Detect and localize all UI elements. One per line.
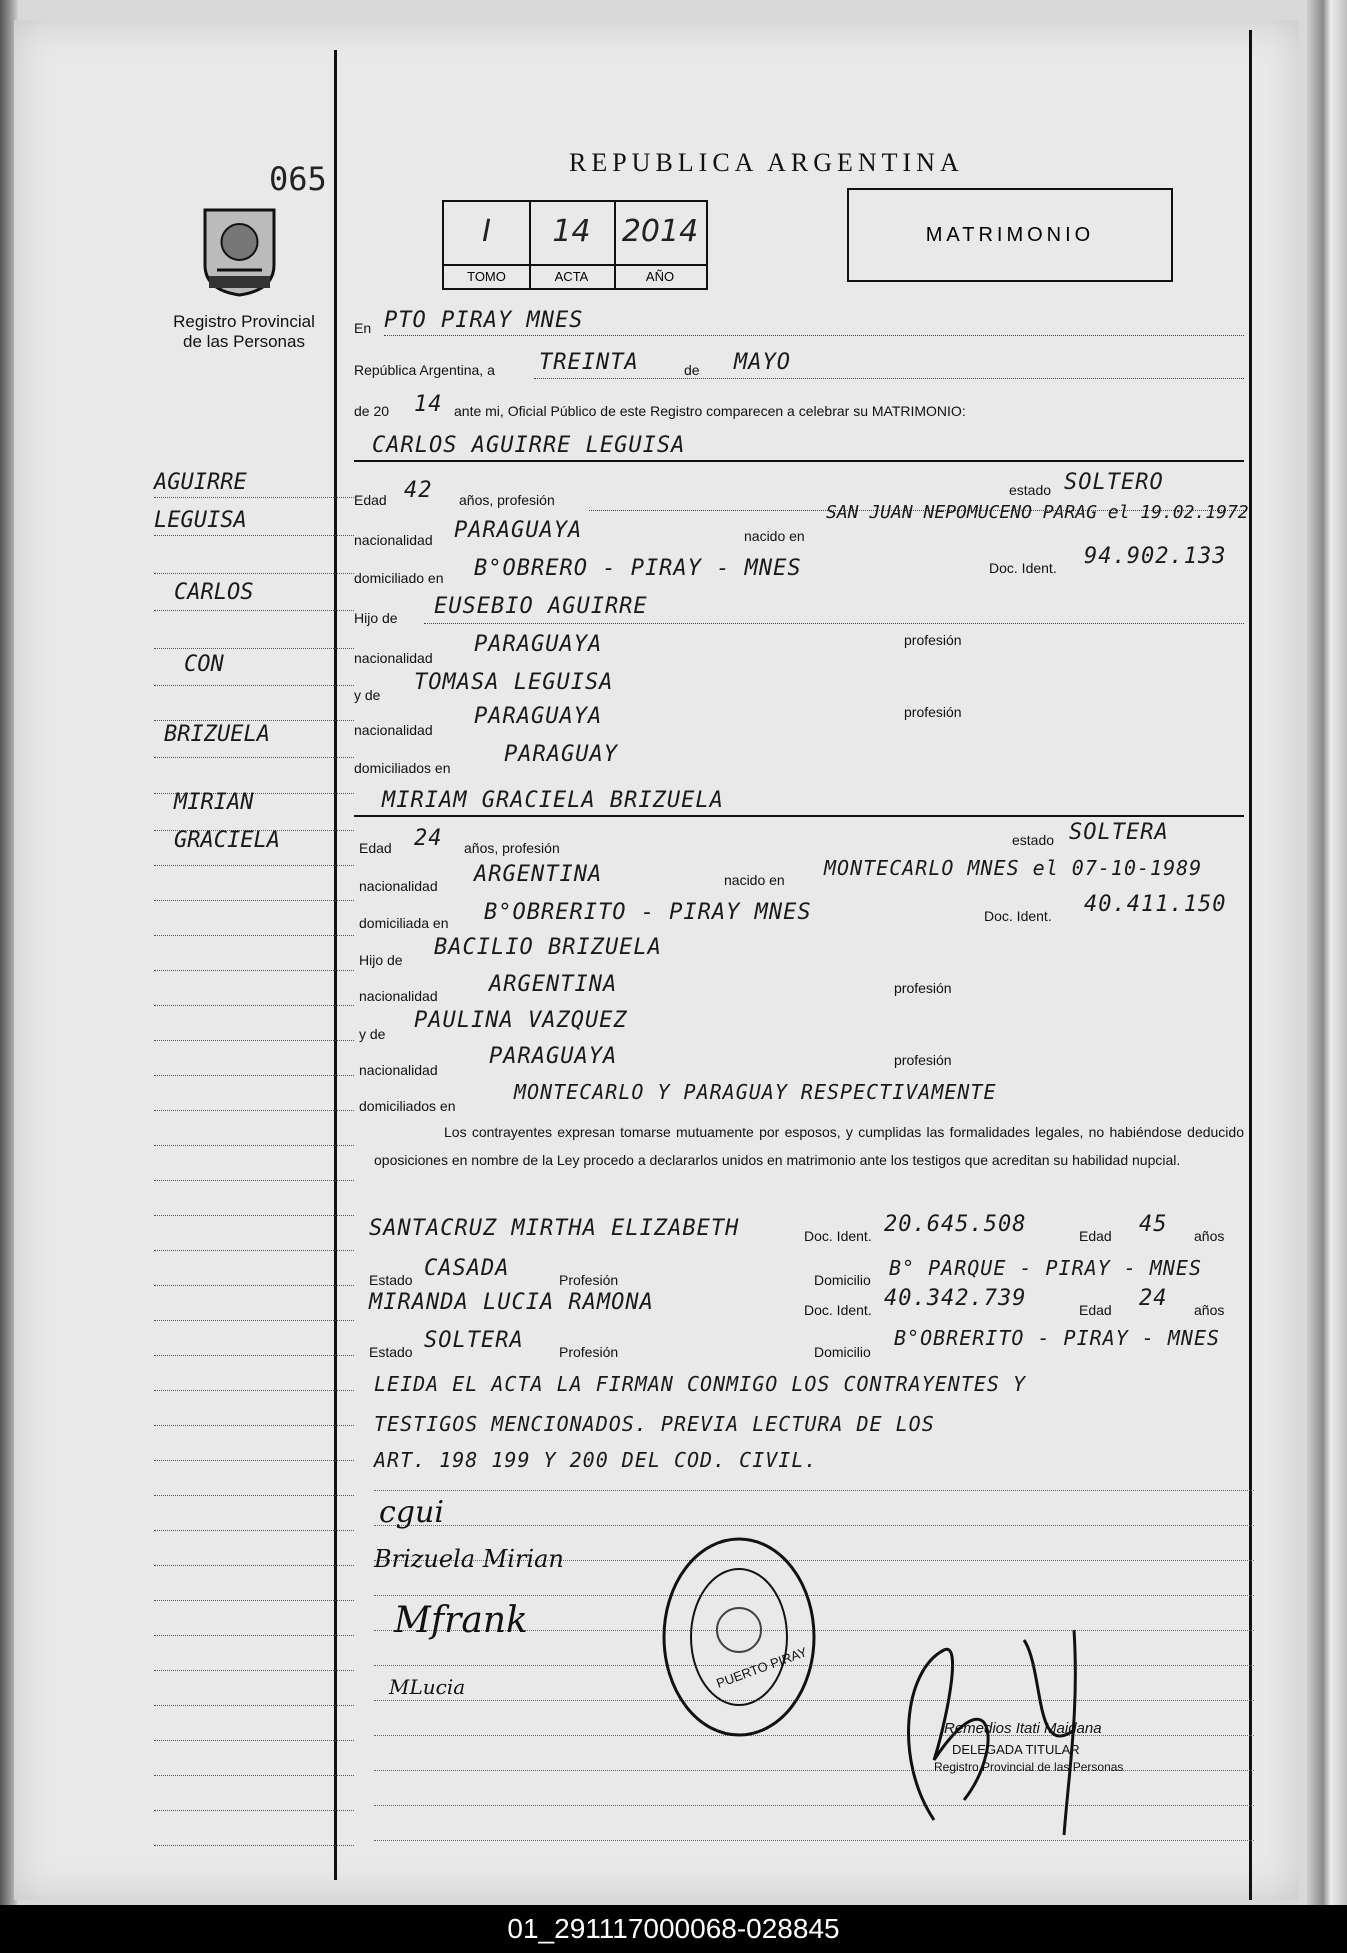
margin-note-4: CON bbox=[184, 652, 224, 677]
witness1-prof-label: Profesión bbox=[559, 1272, 619, 1288]
groom-parents-dom-label: domiciliados en bbox=[354, 760, 451, 776]
groom-parents-address: PARAGUAY bbox=[504, 742, 618, 767]
groom-mother-nat-label: nacionalidad bbox=[354, 722, 433, 738]
right-border bbox=[1249, 30, 1252, 1900]
witness2-prof-label: Profesión bbox=[559, 1344, 619, 1360]
bride-father-prof-label: profesión bbox=[894, 980, 952, 996]
groom-doc-label: Doc. Ident. bbox=[989, 560, 1057, 576]
bride-age: 24 bbox=[414, 826, 443, 851]
groom-estado: SOLTERO bbox=[1064, 470, 1164, 495]
signature-bride: Brizuela Mirian bbox=[374, 1545, 564, 1573]
ano-label: AÑO bbox=[614, 264, 706, 288]
ante-text: ante mi, Oficial Público de este Registro comparecen a celebrar su MATRIMONIO: bbox=[454, 403, 966, 419]
groom-mother: TOMASA LEGUISA bbox=[414, 670, 614, 695]
witness2-doc: 40.342.739 bbox=[884, 1286, 1027, 1311]
registry-name-line2: de las Personas bbox=[183, 332, 305, 351]
bride-parents-dom-label: domiciliados en bbox=[359, 1098, 456, 1114]
bride-nat-label: nacionalidad bbox=[359, 878, 438, 894]
bride-father: BACILIO BRIZUELA bbox=[434, 935, 662, 960]
groom-mother-nat: PARAGUAYA bbox=[474, 704, 603, 729]
day-value: TREINTA bbox=[539, 350, 639, 375]
closing-line3: ART. 198 199 Y 200 DEL COD. CIVIL. bbox=[374, 1448, 818, 1472]
certificate-sheet bbox=[14, 20, 1299, 1900]
closing-line1: LEIDA EL ACTA LA FIRMAN CONMIGO LOS CONTRAYENTES Y bbox=[374, 1372, 1027, 1396]
witness2-doc-label: Doc. Ident. bbox=[804, 1302, 872, 1318]
en-label: En bbox=[354, 320, 372, 336]
official-name: Remedios Itati Maidana bbox=[944, 1720, 1102, 1737]
bride-mother-nat: PARAGUAYA bbox=[489, 1044, 618, 1069]
signature-witness2: MLucia bbox=[389, 1675, 466, 1699]
acta-cell bbox=[529, 202, 616, 288]
page-title: REPUBLICA ARGENTINA bbox=[569, 148, 964, 177]
witness2-domicilio: B°OBRERITO - PIRAY - MNES bbox=[894, 1326, 1221, 1350]
bride-name: MIRIAM GRACIELA BRIZUELA bbox=[382, 788, 724, 813]
stamp-city: PUERTO PIRAY bbox=[714, 1644, 810, 1691]
margin-note-1: AGUIRRE bbox=[154, 470, 247, 495]
witness1-edad-label: Edad bbox=[1079, 1228, 1112, 1244]
groom-father-nat: PARAGUAYA bbox=[474, 632, 603, 657]
bride-hijo-label: Hijo de bbox=[359, 952, 403, 968]
page-number: 065 bbox=[269, 160, 327, 198]
tomo-acta-ano-box bbox=[442, 200, 708, 290]
acta-label: ACTA bbox=[529, 264, 614, 288]
witness2-dom-label: Domicilio bbox=[814, 1344, 871, 1360]
bride-nacido-label: nacido en bbox=[724, 872, 785, 888]
year-suffix-value: 14 bbox=[414, 392, 443, 417]
witness1-doc-label: Doc. Ident. bbox=[804, 1228, 872, 1244]
bride-doc: 40.411.150 bbox=[1084, 892, 1227, 917]
signature-witness1: Mfrank bbox=[394, 1600, 528, 1641]
bride-parents-address: MONTECARLO Y PARAGUAY RESPECTIVAMENTE bbox=[514, 1080, 997, 1104]
margin-note-5: BRIZUELA bbox=[164, 722, 270, 747]
acta-value: 14 bbox=[552, 214, 591, 249]
witness2-anos-label: años bbox=[1194, 1302, 1225, 1318]
misiones-seal-icon bbox=[197, 200, 282, 300]
de-label: de bbox=[684, 362, 700, 378]
bride-profesion-label: años, profesión bbox=[464, 840, 560, 856]
groom-father-prof-label: profesión bbox=[904, 632, 962, 648]
groom-yde-label: y de bbox=[354, 687, 381, 703]
certificate-type: MATRIMONIO bbox=[847, 188, 1173, 282]
declaration-text: Los contrayentes expresan tomarse mutuamente por esposos, y cumplidas las formalidades legales, no habiéndose deducido oposiciones en nombre de la Ley procedo a declararlos unidos en matrimonio ante los testigos que acreditan su habilidad nupcial. bbox=[374, 1124, 1244, 1168]
official-org: Registro Provincial de las Personas bbox=[934, 1760, 1124, 1774]
margin-note-7: GRACIELA bbox=[174, 828, 280, 853]
margin-note-2: LEGUISA bbox=[154, 508, 247, 533]
witness1-estado: CASADA bbox=[424, 1256, 510, 1281]
bride-father-nat: ARGENTINA bbox=[489, 972, 618, 997]
official-title: DELEGADA TITULAR bbox=[952, 1742, 1080, 1757]
groom-name: CARLOS AGUIRRE LEGUISA bbox=[372, 433, 686, 458]
bride-mother-prof-label: profesión bbox=[894, 1052, 952, 1068]
groom-profesion-label: años, profesión bbox=[459, 492, 555, 508]
bride-doc-label: Doc. Ident. bbox=[984, 908, 1052, 924]
registry-name-line1: Registro Provincial bbox=[173, 312, 315, 331]
bride-father-nat-label: nacionalidad bbox=[359, 988, 438, 1004]
bride-yde-label: y de bbox=[359, 1026, 386, 1042]
bride-address: B°OBRERITO - PIRAY MNES bbox=[484, 900, 812, 925]
tomo-cell bbox=[444, 202, 531, 288]
groom-edad-label: Edad bbox=[354, 492, 387, 508]
bride-edad-label: Edad bbox=[359, 840, 392, 856]
groom-birthplace: SAN JUAN NEPOMUCENO PARAG el 19.02.1972 bbox=[826, 502, 1249, 523]
groom-father: EUSEBIO AGUIRRE bbox=[434, 594, 648, 619]
witness1-name: SANTACRUZ MIRTHA ELIZABETH bbox=[369, 1216, 740, 1241]
ano-value: 2014 bbox=[621, 214, 699, 249]
groom-dom-label: domiciliado en bbox=[354, 570, 444, 586]
page-edge bbox=[1307, 0, 1347, 1905]
groom-doc: 94.902.133 bbox=[1084, 544, 1227, 569]
tomo-label: TOMO bbox=[444, 264, 529, 288]
witness2-estado-label: Estado bbox=[369, 1344, 413, 1360]
groom-father-nat-label: nacionalidad bbox=[354, 650, 433, 666]
witness1-estado-label: Estado bbox=[369, 1272, 413, 1288]
signature-groom: cgui bbox=[379, 1495, 444, 1530]
registry-name bbox=[144, 312, 344, 352]
official-stamp-icon bbox=[659, 1535, 819, 1740]
groom-nat-label: nacionalidad bbox=[354, 532, 433, 548]
groom-mother-prof-label: profesión bbox=[904, 704, 962, 720]
margin-note-6: MIRIAN bbox=[174, 790, 254, 815]
witness1-dom-label: Domicilio bbox=[814, 1272, 871, 1288]
witness2-estado: SOLTERA bbox=[424, 1328, 524, 1353]
witness1-anos-label: años bbox=[1194, 1228, 1225, 1244]
groom-nacido-label: nacido en bbox=[744, 528, 805, 544]
witness2-edad-label: Edad bbox=[1079, 1302, 1112, 1318]
place-value: PTO PIRAY MNES bbox=[384, 308, 584, 333]
groom-hijo-label: Hijo de bbox=[354, 610, 398, 626]
tomo-value: I bbox=[482, 214, 491, 249]
witness1-doc: 20.645.508 bbox=[884, 1212, 1027, 1237]
bride-birthplace: MONTECARLO MNES el 07-10-1989 bbox=[824, 856, 1203, 880]
year-prefix-label: de 20 bbox=[354, 403, 390, 419]
witness2-age: 24 bbox=[1139, 1286, 1168, 1311]
bride-nationality: ARGENTINA bbox=[474, 862, 603, 887]
groom-address: B°OBRERO - PIRAY - MNES bbox=[474, 556, 802, 581]
groom-estado-label: estado bbox=[1009, 482, 1052, 498]
ano-cell bbox=[614, 202, 706, 288]
bride-dom-label: domiciliada en bbox=[359, 915, 449, 931]
witness1-age: 45 bbox=[1139, 1212, 1168, 1237]
bride-estado: SOLTERA bbox=[1069, 820, 1169, 845]
bride-mother: PAULINA VAZQUEZ bbox=[414, 1008, 628, 1033]
closing-line2: TESTIGOS MENCIONADOS. PREVIA LECTURA DE LOS bbox=[374, 1412, 935, 1436]
witness1-domicilio: B° PARQUE - PIRAY - MNES bbox=[889, 1256, 1202, 1280]
month-value: MAYO bbox=[734, 350, 791, 375]
republica-label: República Argentina, a bbox=[354, 362, 495, 378]
groom-nationality: PARAGUAYA bbox=[454, 518, 583, 543]
margin-note-3: CARLOS bbox=[174, 580, 254, 605]
bride-mother-nat-label: nacionalidad bbox=[359, 1062, 438, 1078]
document-code: 01_291117000068-028845 bbox=[0, 1905, 1347, 1953]
bride-estado-label: estado bbox=[1012, 832, 1055, 848]
witness2-name: MIRANDA LUCIA RAMONA bbox=[369, 1290, 654, 1315]
groom-age: 42 bbox=[404, 478, 433, 503]
